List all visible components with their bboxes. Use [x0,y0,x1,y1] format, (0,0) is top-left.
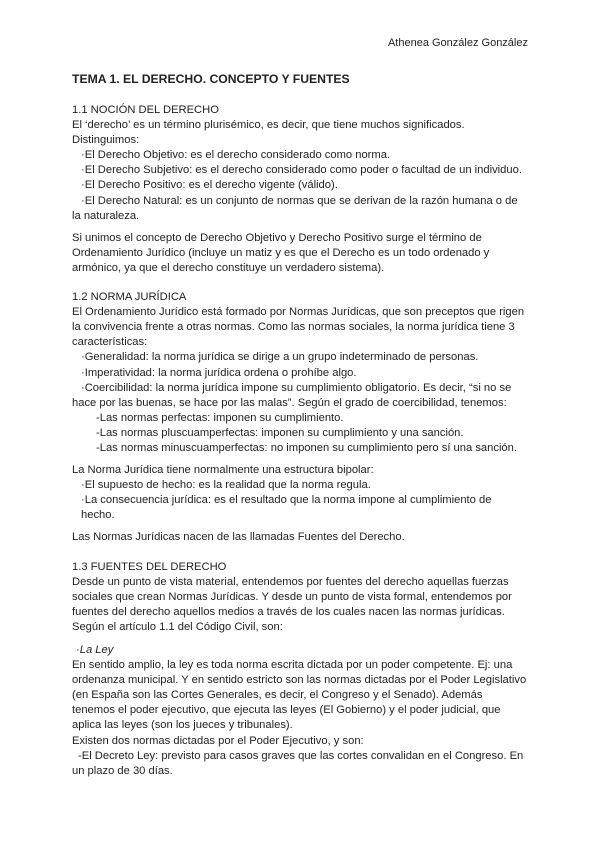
document-body [72,71,528,779]
author-name: Athenea González González [387,37,528,49]
paragraph: Las Normas Jurídicas nacen de las llamadas Fuentes del Derecho. [72,531,405,544]
list-item: ·La consecuencia jurídica: es el resultado que la norma impone al cumplimiento de hecho. [81,494,492,522]
list-item: ·Generalidad: la norma jurídica se dirige a un grupo indeterminado de personas. [81,351,479,364]
list-item: ·El Derecho Natural: es un conjunto de normas que se derivan de la razón humana o de la naturaleza. [72,194,518,222]
page-title: TEMA 1. EL DERECHO. CONCEPTO Y FUENTES [72,72,350,86]
list-item: -El Decreto Ley: previsto para casos graves que las cortes convalidan en el Congreso. En un plazo de 30 días. [72,749,524,777]
paragraph: Distinguimos: [72,134,140,147]
section-1-nocion [72,103,528,276]
list-item: ·Imperatividad: la norma jurídica ordena o prohíbe algo. [81,366,357,379]
section-3-fuentes [72,560,528,779]
paragraph: Desde un punto de vista material, entendemos por fuentes del derecho aquellas fuerzas sociales que crean Normas Jurídicas. Y desde un punto de vista formal, entendemos por fuentes del derecho aquellos medios a través de los cuales nacen las normas jurídicas. Según el artículo 1.1 del Código Civil, son: [72,575,512,633]
paragraph: Si unimos el concepto de Derecho Objetivo y Derecho Positivo surge el término de Ordenamiento Jurídico (incluye un matiz y es que el Derecho es un todo ordenado y armónico, ya que el derecho constituye un verdadero sistema). [72,231,490,274]
list-item: ·El Derecho Subjetivo: es el derecho considerado como poder o facultad de un individuo. [81,164,522,177]
paragraph: Existen dos normas dictadas por el Poder Ejecutivo, y son: [72,734,364,747]
section-2-norma [72,290,528,546]
section-heading: 1.2 NORMA JURÍDICA [72,291,187,304]
paragraph: La Norma Jurídica tiene normalmente una estructura bipolar: [72,464,374,477]
sub-list-item: -Las normas perfectas: imponen su cumplimiento. [96,411,344,424]
list-item: ·Coercibilidad: la norma jurídica impone su cumplimiento obligatorio. Es decir, “si no se hace por las buenas, se hace por las malas”. Según el grado de coercibilidad, tenemos: [72,381,512,409]
paragraph: El Ordenamiento Jurídico está formado por Normas Jurídicas, que son preceptos que rigen la convivencia frente a otras normas. Como las normas sociales, la norma jurídica tiene 3 características: [72,306,525,349]
list-item: ·El supuesto de hecho: es la realidad que la norma regula. [81,479,371,492]
sub-list-item: -Las normas pluscuamperfectas: imponen su cumplimiento y una sanción. [96,426,464,439]
paragraph: En sentido amplio, la ley es toda norma escrita dictada por un poder competente. Ej: una ordenanza municipal. Y en sentido estricto son las normas dictadas por el Poder Legislativo (en España son las Cortes Generales, es decir, el Congreso y el Senado). Además tenemos el poder ejecutivo, que ejecuta las leyes (El Gobierno) y el poder judicial, que aplica las leyes (son los jueces y tribunales). [72,659,527,732]
section-heading: 1.1 NOCIÓN DEL DERECHO [72,104,219,116]
paragraph: El ‘derecho’ es un término plurisémico, es decir, que tiene muchos significados. [72,119,465,132]
list-item: ·El Derecho Positivo: es el derecho vigente (válido). [81,179,338,192]
sub-list-item: -Las normas minuscuamperfectas: no imponen su cumplimiento pero sí una sanción. [96,441,517,454]
section-heading: 1.3 FUENTES DEL DERECHO [72,560,227,573]
list-item: ·El Derecho Objetivo: es el derecho considerado como norma. [81,149,391,162]
subsection-heading: ·La Ley [76,644,114,656]
